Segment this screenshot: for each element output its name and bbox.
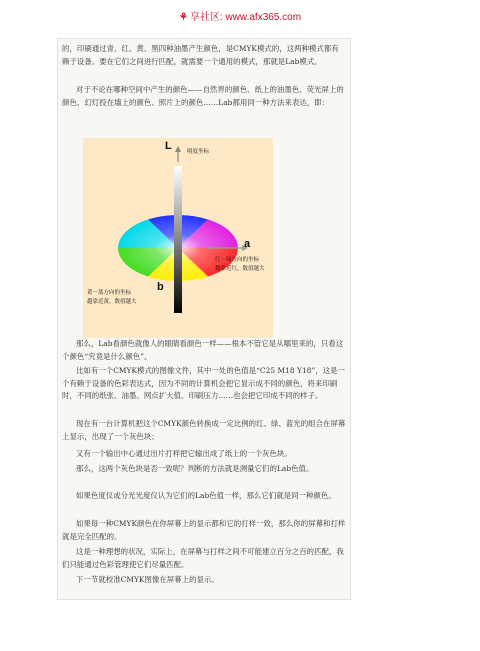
l-axis-bar	[174, 166, 182, 248]
b-axis-label-1: 黄－蓝方向的坐标	[87, 290, 132, 296]
b-axis-label-2: 越靠近黄，数值越大	[87, 299, 137, 305]
paragraph-10: 这是一种理想的状况，实际上，在屏幕与打样之间不可能建立百分之百的匹配，我们只能通过色彩管理使它们尽量匹配。	[62, 547, 344, 569]
a-axis-label-2: 越靠近红，数值越大	[215, 266, 265, 272]
paragraph-8: 如果色度仪或分光光度仪认为它们的Lab色值一样，那么它们就是同一种颜色。	[76, 491, 336, 500]
paragraph-4: 比如有一个CMYK模式的图像文件，其中一处的色值是“C25 M18 Y18”，这是一个有赖于设备的色彩表达式，因为不同的计算机会把它显示成不同的颜色，将来印刷时，不同的纸张、油墨、网点扩大值、印刷压力……也会把它印成不同的样子。	[62, 366, 346, 400]
l-axis-label: 明度坐标	[187, 149, 210, 155]
l-axis-letter: L	[165, 140, 172, 152]
paragraph-3: 那么，Lab看颜色就像人的眼睛看颜色一样——根本不管它是从哪里来的，只看这个颜色“究竟是什么颜色”。	[62, 339, 344, 361]
paragraph-9: 如果每一种CMYK颜色在你屏幕上的显示都和它的打样一致，那么你的屏幕和打样就是完全匹配的。	[62, 519, 346, 541]
paragraph-11: 下一节就校准CMYK图像在屏幕上的显示。	[76, 575, 219, 584]
site-url[interactable]: 享社区: www.afx365.com	[189, 12, 302, 23]
paragraph-1: 的，印刷通过青、红、黄、黑四种油墨产生颜色，是CMYK模式的，这两种模式都有赖于设备。要在它们之间进行匹配，就需要一个通用的模式，那就是Lab模式。	[62, 44, 339, 66]
b-axis-bar	[174, 248, 182, 313]
site-header	[0, 8, 480, 23]
a-axis-letter: a	[244, 238, 251, 250]
logo-icon: ⚘	[178, 12, 188, 23]
paragraph-6: 又有一个输出中心通过出片打样把它输出成了纸上的一个灰色块。	[76, 449, 292, 458]
paragraph-2: 对于不论在哪种空间中产生的颜色——自然界的颜色、纸上的油墨色、荧光屏上的颜色、幻灯投在墙上的颜色、照片上的颜色……Lab都用同一种方法来表达，即：	[62, 85, 344, 107]
a-axis-label-1: 红－绿方向的坐标	[215, 257, 260, 263]
lab-diagram	[83, 138, 273, 338]
b-axis-letter: b	[157, 281, 164, 293]
paragraph-5: 现在有一台计算机把这个CMYK颜色转换成一定比例的红、绿、蓝光的组合在屏幕上显示，出现了一个灰色块；	[62, 419, 346, 441]
paragraph-7: 那么，这两个灰色块是否一致呢？判断的方法就是测量它们的Lab色值。	[76, 464, 314, 473]
